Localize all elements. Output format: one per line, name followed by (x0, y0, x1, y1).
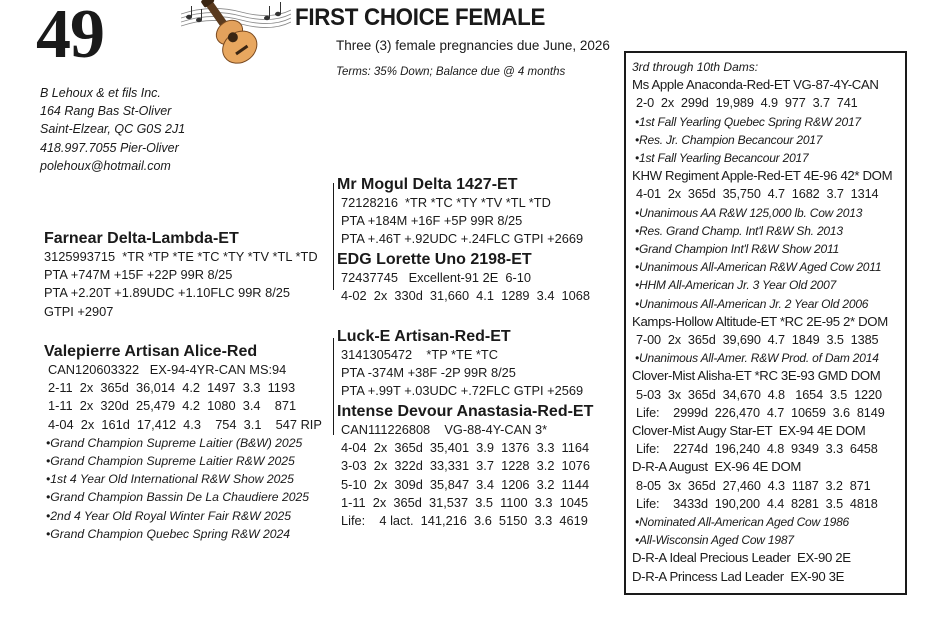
dam-dam-name: Intense Devour Anastasia-Red-ET (337, 403, 594, 420)
award-line: •Unanimous AA R&W 125,000 lb. Cow 2013 (635, 205, 863, 220)
award-line: •All-Wisconsin Aged Cow 1987 (635, 533, 794, 548)
award-line: •Unanimous All-American Jr. 2 Year Old 2006 (635, 296, 869, 311)
ancestor-name: KHW Regiment Apple-Red-ET 4E-96 42* DOM (632, 168, 893, 184)
production-record: Life: 2274d 196,240 4.8 9349 3.3 6458 (636, 442, 878, 457)
ancestor-name: Ms Apple Anaconda-Red-ET VG-87-4Y-CAN (632, 77, 879, 93)
production-record: 5-03 3x 365d 34,670 4.8 1654 3.5 1220 (636, 387, 882, 402)
sire-line: 3125993715 *TR *TP *TE *TC *TY *TV *TL *TD (44, 249, 318, 264)
production-record: 2-0 2x 299d 19,989 4.9 977 3.7 741 (636, 96, 858, 111)
dam-sire-line: PTA -374M +38F -2P 99R 8/25 (341, 365, 516, 381)
lot-number: 49 (36, 0, 104, 73)
ancestor-name: Clover-Mist Alisha-ET *RC 3E-93 GMD DOM (632, 368, 881, 384)
guitar-music-icon (181, 0, 291, 64)
pedigree-bracket-sire (333, 183, 334, 290)
production-record: 4-01 2x 365d 35,750 4.7 1682 3.7 1314 (636, 187, 879, 202)
sire-dam-line: 4-02 2x 330d 31,660 4.1 1289 3.4 1068 (341, 288, 591, 304)
dam-block (44, 342, 322, 543)
sire-sire-name: Mr Mogul Delta 1427-ET (337, 176, 518, 193)
dam-line: 1-11 2x 320d 25,479 4.2 1080 3.4 871 (48, 398, 297, 414)
dam-award: •Grand Champion Bassin De La Chaudiere 2025 (46, 490, 310, 505)
pedigree-bracket-dam (333, 338, 334, 435)
award-line: •Unanimous All-American R&W Aged Cow 2011 (635, 260, 882, 275)
sire-line: PTA +747M +15F +22P 99R 8/25 (44, 267, 233, 283)
sire-sire-line: 72128216 *TR *TC *TY *TV *TL *TD (341, 195, 551, 210)
sire-dam-name: EDG Lorette Uno 2198-ET (337, 251, 532, 268)
award-line: •1st Fall Yearling Becancour 2017 (635, 151, 809, 166)
dam-award: •Grand Champion Supreme Laitier (B&W) 2025 (46, 435, 303, 450)
dams-lines (632, 76, 892, 586)
seller-address-1: 164 Rang Bas St-Oliver (40, 104, 172, 119)
ancestor-name: D-R-A Princess Lad Leader EX-90 3E (632, 568, 845, 584)
page-title: FIRST CHOICE FEMALE (295, 4, 546, 31)
dam-line: CAN120603322 EX-94-4YR-CAN MS:94 (48, 362, 287, 377)
dam-dam-line: 3-03 2x 322d 33,331 3.7 1228 3.2 1076 (341, 458, 591, 474)
seller-email: polehoux@hotmail.com (40, 158, 171, 173)
dam-dam-block (337, 402, 593, 530)
subtitle: Three (3) female pregnancies due June, 2026 (336, 38, 610, 53)
dam-dam-line: Life: 4 lact. 141,216 3.6 5150 3.3 4619 (341, 513, 588, 529)
sire-block (44, 229, 318, 321)
dam-dam-line: 5-10 2x 309d 35,847 3.4 1206 3.2 1144 (341, 476, 590, 492)
dam-sire-line: PTA +.99T +.03UDC +.72FLC GTPI +2569 (341, 383, 584, 399)
award-line: •Nominated All-American Aged Cow 1986 (635, 515, 850, 530)
production-record: Life: 2999d 226,470 4.7 10659 3.6 8149 (636, 405, 885, 420)
sire-dam-line: 72437745 Excellent-91 2E 6-10 (341, 270, 531, 285)
dam-line: 4-04 2x 161d 17,412 4.3 754 3.1 547 RIP (48, 416, 322, 432)
dam-sire-line: 3141305472 *TP *TE *TC (341, 347, 498, 362)
sire-sire-block (337, 175, 583, 249)
dam-name: Valepierre Artisan Alice-Red (44, 343, 258, 360)
dam-dam-line: 1-11 2x 365d 31,537 3.5 1100 3.3 1045 (341, 494, 589, 510)
award-line: •Res. Grand Champ. Int'l R&W Sh. 2013 (635, 223, 843, 238)
production-record: Life: 3433d 190,200 4.4 8281 3.5 4818 (636, 496, 878, 511)
sire-line: GTPI +2907 (44, 303, 114, 319)
award-line: •Grand Champion Int'l R&W Show 2011 (635, 242, 840, 257)
award-line: •Res. Jr. Champion Becancour 2017 (635, 132, 823, 147)
dam-line: 2-11 2x 365d 36,014 4.2 1497 3.3 1193 (48, 380, 296, 396)
seller-phone: 418.997.7055 Pier-Oliver (40, 140, 179, 155)
ancestor-name: D-R-A Ideal Precious Leader EX-90 2E (632, 550, 851, 566)
dam-sire-block (337, 327, 583, 401)
award-line: •Unanimous All-Amer. R&W Prod. of Dam 2014 (635, 351, 879, 366)
extended-dams-list (632, 58, 892, 586)
award-line: •HHM All-American Jr. 3 Year Old 2007 (635, 278, 837, 293)
sire-line: PTA +2.20T +1.89UDC +1.10FLC 99R 8/25 (44, 285, 291, 301)
dam-award: •Grand Champion Supreme Laitier R&W 2025 (46, 454, 295, 469)
dam-award: •Grand Champion Quebec Spring R&W 2024 (46, 526, 291, 541)
dam-award: •1st 4 Year Old International R&W Show 2025 (46, 472, 294, 487)
seller-name: B Lehoux & et fils Inc. (40, 86, 161, 100)
dam-sire-name: Luck-E Artisan-Red-ET (337, 328, 511, 345)
sire-name: Farnear Delta-Lambda-ET (44, 230, 239, 247)
dam-dam-line: 4-04 2x 365d 35,401 3.9 1376 3.3 1164 (341, 440, 590, 456)
dam-dam-line: CAN111226808 VG-88-4Y-CAN 3* (341, 422, 548, 437)
dam-award: •2nd 4 Year Old Royal Winter Fair R&W 2025 (46, 508, 292, 523)
sire-sire-line: PTA +.46T +.92UDC +.24FLC GTPI +2669 (341, 231, 584, 247)
sire-sire-line: PTA +184M +16F +5P 99R 8/25 (341, 213, 523, 229)
terms: Terms: 35% Down; Balance due @ 4 months (336, 66, 566, 78)
seller-info (40, 84, 185, 175)
dams-heading: 3rd through 10th Dams: (632, 60, 759, 74)
production-record: 8-05 3x 365d 27,460 4.3 1187 3.2 871 (636, 478, 871, 493)
ancestor-name: D-R-A August EX-96 4E DOM (632, 459, 801, 475)
seller-address-2: Saint-Elzear, QC G0S 2J1 (40, 122, 186, 137)
sire-dam-block (337, 250, 590, 305)
ancestor-name: Clover-Mist Augy Star-ET EX-94 4E DOM (632, 423, 866, 439)
ancestor-name: Kamps-Hollow Altitude-ET *RC 2E-95 2* DOM (632, 313, 888, 329)
production-record: 7-00 2x 365d 39,690 4.7 1849 3.5 1385 (636, 333, 879, 348)
award-line: •1st Fall Yearling Quebec Spring R&W 2017 (635, 114, 861, 129)
